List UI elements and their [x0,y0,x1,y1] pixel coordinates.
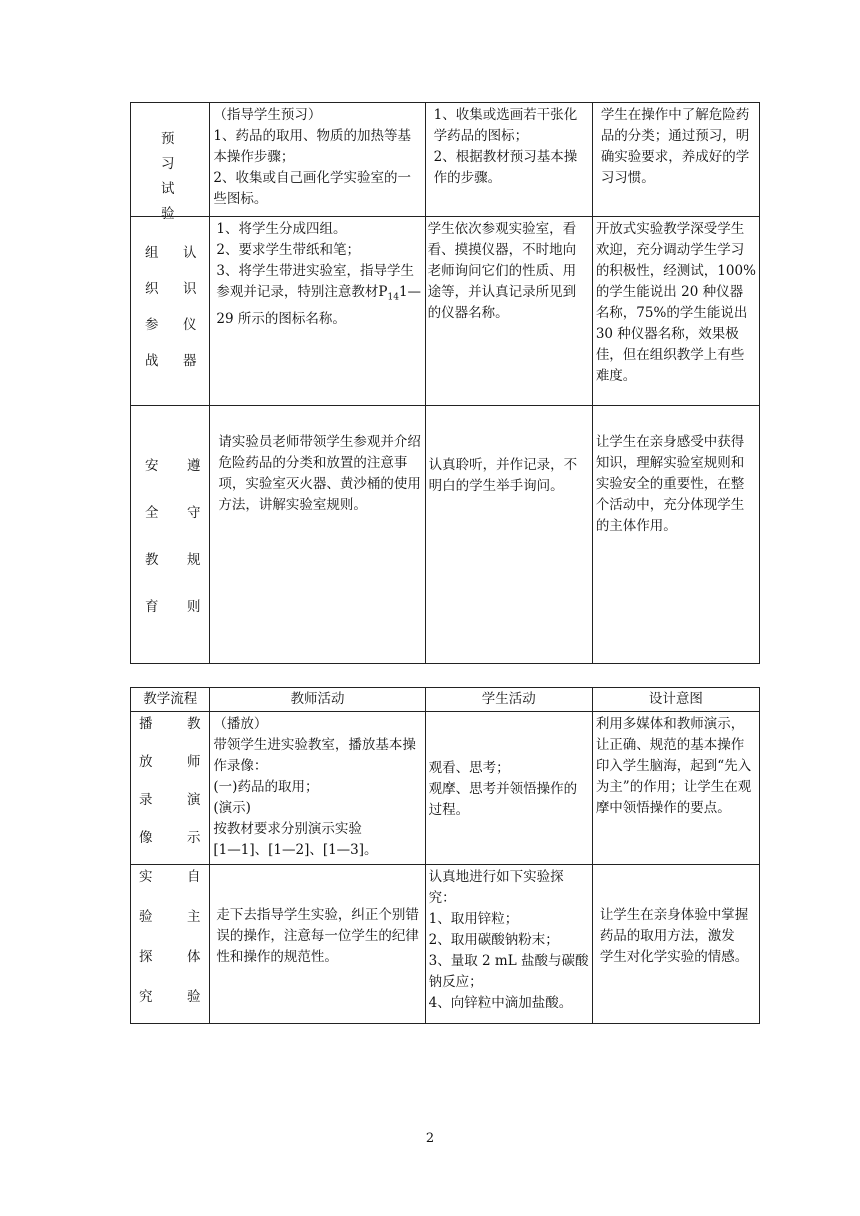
label-char: 自 [187,869,201,885]
label-char: 育 [145,599,159,615]
lesson-table-1 [130,102,760,664]
label-char: 全 [145,505,159,521]
student-activity-cell: 认真地进行如下实验探究： 1、取用锌粒； 2、取用碳酸钠粉末； 3、量取 2 mL 盐酸与碳酸钠反应； 4、向锌粒中滴加盐酸。 [425,865,592,1024]
table-header-row [131,688,760,712]
table-row [131,712,760,865]
label-char: 教 [187,716,201,732]
label-char: 主 [187,909,201,925]
label-char: 器 [183,353,197,369]
column-header: 教学流程 [131,688,210,712]
label-char: 像 [139,830,153,846]
label-char: 规 [187,552,201,568]
label-char: 示 [187,830,201,846]
process-label-cell [131,712,210,865]
label-char: 录 [139,792,153,808]
label-char: 参 [145,317,159,333]
design-intent-cell: 让学生在亲身感受中获得知识，理解实验室规则和实验安全的重要性，在整个活动中，充分体现学生的主体作用。 [592,406,759,664]
label-char: 探 [139,949,153,965]
label-char: 演 [187,792,201,808]
teacher-text-p: P [378,284,388,300]
label-char: 教 [145,552,159,568]
page-number: 2 [425,1131,435,1146]
teacher-activity-cell: （指导学生预习） 1、药品的取用、物质的加热等基本操作步骤； 2、收集或自己画化学实验室的一些图标。 [210,103,425,217]
label-char: 则 [187,599,201,615]
teacher-activity-cell: 走下去指导学生实验，纠正个别错误的操作，注意每一位学生的纪律性和操作的规范性。 [210,865,425,1024]
page-subscript: 14 [387,292,399,303]
column-header: 设计意图 [592,688,759,712]
teacher-activity-cell: （播放） 带领学生进实验教室，播放基本操作录像： (一)药品的取用； (演示) 按教材要求分别演示实验 [1—1]、[1—2]、[1—3]。 [210,712,425,865]
label-char: 织 [145,281,159,297]
label-char: 师 [187,754,201,770]
label-char: 究 [139,989,153,1005]
label-char: 组 [145,245,159,261]
label-char: 习 [161,156,175,172]
column-header: 学生活动 [425,688,592,712]
student-activity-cell: 观看、思考； 观摩、思考并领悟操作的过程。 [425,712,592,865]
label-char: 安 [145,458,159,474]
label-char: 验 [187,989,201,1005]
process-label-cell [131,406,210,664]
design-intent-cell: 利用多媒体和教师演示，让正确、规范的基本操作印入学生脑海，起到“先入为主”的作用；让学生在观摩中领悟操作的要点。 [592,712,759,865]
teacher-activity-cell [210,217,425,406]
label-char: 验 [161,206,175,222]
teacher-text: 1、将学生分成四组。 2、要求学生带纸和笔； 3、将学生带进实验室，指导学生参观并记录，特别注意教材 [216,221,414,300]
column-header: 教师活动 [210,688,425,712]
design-intent-cell: 让学生在亲身体验中掌握药品的取用方法，激发 学生对化学实验的情感。 [592,865,759,1024]
label-char: 仪 [183,317,197,333]
label-char: 放 [139,754,153,770]
process-label-cell [131,865,210,1024]
student-activity-cell: 认真聆听，并作记录，不明白的学生举手询问。 [425,406,592,664]
design-intent-cell: 开放式实验教学深受学生欢迎，充分调动学生学习的积极性，经测试，100%的学生能说出 20 种仪器名称，75%的学生能说出 30 种仪器名称，效果极佳，但在组织教学上有些难度。 [592,217,759,406]
teacher-text: 1—29 所示的图标名称。 [216,284,422,327]
label-char: 体 [187,949,201,965]
label-char: 遵 [187,458,201,474]
design-intent-cell: 学生在操作中了解危险药品的分类；通过预习，明确实验要求，养成好的学习习惯。 [592,103,759,217]
teacher-activity-cell: 请实验员老师带领学生参观并介绍危险药品的分类和放置的注意事项，实验室灭火器、黄沙桶的使用方法，讲解实验室规则。 [210,406,425,664]
label-char: 播 [139,716,153,732]
label-char: 识 [183,281,197,297]
table-row [131,217,760,406]
label-char: 实 [139,869,153,885]
student-activity-cell: 1、收集或选画若干张化学药品的图标； 2、根据教材预习基本操作的步骤。 [425,103,592,217]
label-char: 守 [187,505,201,521]
lesson-table-2 [130,687,760,1024]
table-row [131,103,760,217]
label-char: 战 [145,353,159,369]
label-char: 验 [139,909,153,925]
label-char: 预 [161,131,175,147]
label-char: 试 [161,181,175,197]
table-row [131,865,760,1024]
process-label-cell [131,103,210,222]
table-row [131,406,760,664]
student-activity-cell: 学生依次参观实验室，看看、摸摸仪器，不时地向老师询问它们的性质、用途等，并认真记录所见到的仪器名称。 [425,217,592,406]
label-char: 认 [183,245,197,261]
process-label-cell [131,217,210,406]
